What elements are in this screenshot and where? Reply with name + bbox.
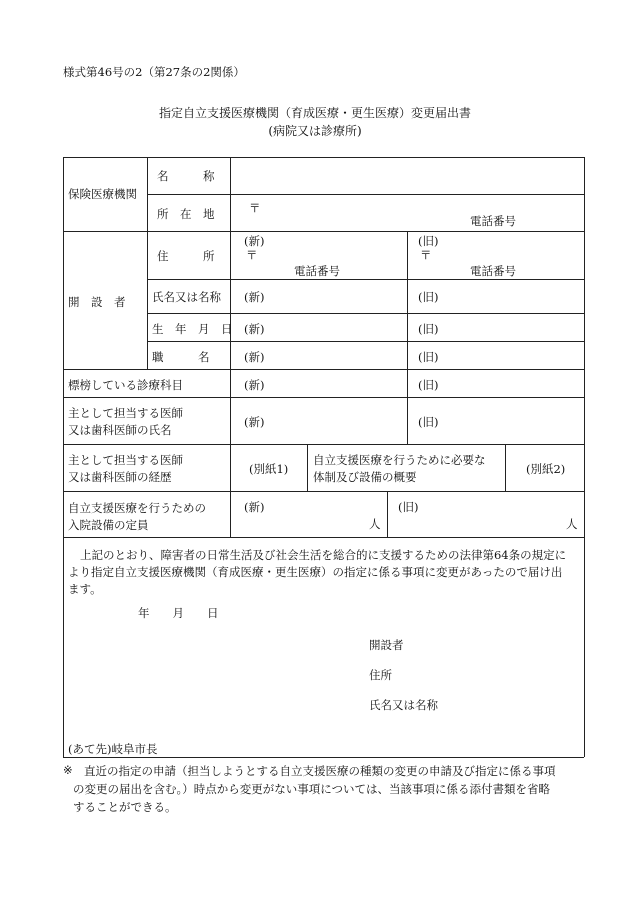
declaration-name-label: 氏名又は名称 [369,698,438,712]
form-subtitle: (病院又は診療所) [268,124,362,138]
note-line-3: することができる。 [73,800,177,814]
founder-address-old: (旧) [418,234,439,248]
founder-address-label: 住 所 [157,249,215,263]
capacity-old: (旧) [398,500,419,514]
note-line-1: 直近の指定の申請（担当しようとする自立支援医療の種類の変更の申請及び指定に係る事項 [84,764,556,778]
declaration-line-1: 上記のとおり、障害者の日常生活及び社会生活を総合的に支援するための法律第64条の規定に [80,548,567,562]
departments-label: 標榜している診療科目 [68,378,183,392]
declaration-founder-label: 開設者 [369,638,404,652]
founder-phone-old: 電話番号 [470,264,516,278]
doctor-career-label-1: 主として担当する医師 [68,453,183,467]
founder-name-label: 氏名又は名称 [152,290,221,304]
founder-phone-new: 電話番号 [294,264,340,278]
capacity-label-1: 自立支援医療を行うための [68,501,206,515]
doctor-name-label-1: 主として担当する医師 [68,406,183,420]
founder-group-label: 開 設 者 [68,295,126,309]
founder-name-new: (新) [244,290,265,304]
system-label-2: 体制及び設備の概要 [313,470,417,484]
declaration-address-label: 住所 [369,668,392,682]
declaration-line-3: ます。 [68,582,102,596]
note-mark: ※ [63,763,73,777]
departments-new: (新) [244,378,265,392]
founder-postal-old: 〒 [420,248,432,262]
doctor-name-old: (旧) [418,415,439,429]
founder-birth-old: (旧) [418,322,439,336]
founder-postal-new: 〒 [246,248,258,262]
postal-mark: 〒 [249,201,261,215]
capacity-new-unit: 人 [369,517,381,531]
attachment-1: (別紙1) [249,462,289,476]
hospital-phone-label: 電話番号 [470,214,516,228]
founder-name-old: (旧) [418,290,439,304]
addressee: (あて先)岐阜市長 [68,742,158,756]
declaration-line-2: より指定自立支援医療機関（育成医療・更生医療）の指定に係る事項に変更があったので届け出 [68,565,563,579]
capacity-new: (新) [244,500,265,514]
capacity-old-unit: 人 [566,517,578,531]
founder-title-new: (新) [244,350,265,364]
attachment-2: (別紙2) [526,462,566,476]
doctor-name-new: (新) [244,415,265,429]
founder-birth-label: 生 年 月 日 [152,322,233,336]
departments-old: (旧) [418,378,439,392]
hospital-address-label: 所 在 地 [157,207,215,221]
capacity-label-2: 入院設備の定員 [68,518,149,532]
note-line-2: の変更の届出を含む。）時点から変更がない事項については、当該事項に係る添付書類を省略 [73,782,551,796]
hospital-name-label: 名 称 [157,169,215,183]
form-reference: 様式第46号の2（第27条の2関係） [63,65,245,79]
form-title: 指定自立支援医療機関（育成医療・更生医療）変更届出書 [158,106,471,120]
founder-address-new: (新) [244,234,265,248]
doctor-career-label-2: 又は歯科医師の経歴 [68,470,172,484]
founder-title-label: 職 名 [152,350,210,364]
doctor-name-label-2: 又は歯科医師の氏名 [68,423,172,437]
system-label-1: 自立支援医療を行うために必要な [313,453,486,467]
founder-title-old: (旧) [418,350,439,364]
founder-birth-new: (新) [244,322,265,336]
hospital-group-label: 保険医療機関 [68,187,137,201]
declaration-date: 年 月 日 [138,606,219,620]
